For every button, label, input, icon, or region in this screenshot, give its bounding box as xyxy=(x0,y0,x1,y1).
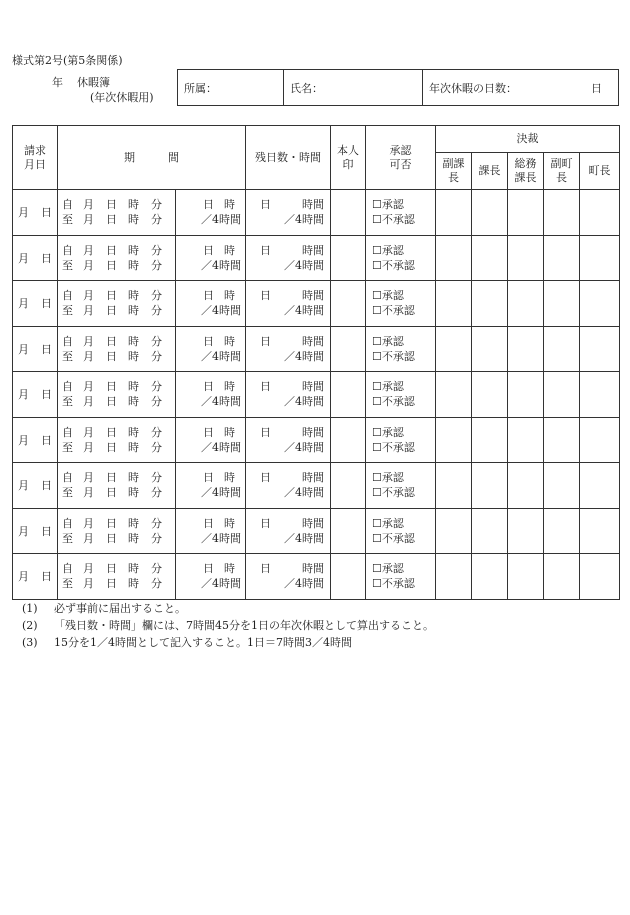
general-affairs-chief-seal-cell[interactable] xyxy=(508,463,544,509)
approval-cell xyxy=(366,235,436,281)
deputy-section-chief-seal-cell[interactable] xyxy=(436,554,472,600)
leave-row xyxy=(13,190,620,236)
header-request-date: 請求 月日 xyxy=(13,126,58,190)
leave-duration-cell[interactable]: 日 時 ／4時間 xyxy=(176,326,246,372)
period-to: 至 月 日 時 分 xyxy=(62,577,162,591)
period-cell[interactable] xyxy=(58,281,176,327)
period-cell[interactable] xyxy=(58,417,176,463)
remaining-cell[interactable]: 日 時間 ／4時間 xyxy=(246,508,331,554)
approval-cell xyxy=(366,554,436,600)
approval-cell xyxy=(366,417,436,463)
section-chief-seal-cell[interactable] xyxy=(472,190,508,236)
header-mayor: 町長 xyxy=(580,153,620,190)
section-chief-seal-cell[interactable] xyxy=(472,235,508,281)
deputy-mayor-seal-cell[interactable] xyxy=(544,508,580,554)
period-cell[interactable] xyxy=(58,372,176,418)
deputy-mayor-seal-cell[interactable] xyxy=(544,326,580,372)
approve-checkbox[interactable]: ☐承認 xyxy=(372,425,404,439)
note-3: (3) 15分を1／4時間として記入すること。1日＝7時間3／4時間 xyxy=(22,636,352,649)
approve-checkbox[interactable]: ☐承認 xyxy=(372,334,404,348)
header-info-box xyxy=(177,69,619,106)
period-to: 至 月 日 時 分 xyxy=(62,258,162,272)
deputy-section-chief-seal-cell[interactable] xyxy=(436,326,472,372)
disapprove-checkbox[interactable]: ☐不承認 xyxy=(372,349,415,363)
deputy-mayor-seal-cell[interactable] xyxy=(544,463,580,509)
disapprove-checkbox[interactable]: ☐不承認 xyxy=(372,395,415,409)
note-1: (1) 必ず事前に届出すること。 xyxy=(22,602,186,615)
disapprove-checkbox[interactable]: ☐不承認 xyxy=(372,486,415,500)
mayor-seal-cell[interactable] xyxy=(580,326,620,372)
deputy-section-chief-seal-cell[interactable] xyxy=(436,190,472,236)
seal-cell[interactable] xyxy=(331,372,366,418)
general-affairs-chief-seal-cell[interactable] xyxy=(508,554,544,600)
leave-duration-cell[interactable]: 日 時 ／4時間 xyxy=(176,508,246,554)
period-to: 至 月 日 時 分 xyxy=(62,395,162,409)
period-to: 至 月 日 時 分 xyxy=(62,304,162,318)
book-title: 休暇簿 xyxy=(77,76,110,89)
header-general-affairs-chief: 総務 課長 xyxy=(508,153,544,190)
approve-checkbox[interactable]: ☐承認 xyxy=(372,198,404,212)
period-cell[interactable] xyxy=(58,326,176,372)
remaining-cell[interactable]: 日 時間 ／4時間 xyxy=(246,326,331,372)
section-chief-seal-cell[interactable] xyxy=(472,508,508,554)
approval-cell xyxy=(366,190,436,236)
period-from: 自 月 日 時 分 xyxy=(62,198,162,212)
leave-row xyxy=(13,508,620,554)
period-cell[interactable] xyxy=(58,190,176,236)
period-cell[interactable] xyxy=(58,463,176,509)
leave-row xyxy=(13,326,620,372)
deputy-section-chief-seal-cell[interactable] xyxy=(436,463,472,509)
remaining-cell[interactable]: 日 時間 ／4時間 xyxy=(246,463,331,509)
year-label: 年 xyxy=(52,76,63,89)
leave-row xyxy=(13,235,620,281)
approval-cell xyxy=(366,463,436,509)
period-from: 自 月 日 時 分 xyxy=(62,334,162,348)
seal-cell[interactable] xyxy=(331,463,366,509)
mayor-seal-cell[interactable] xyxy=(580,417,620,463)
deputy-mayor-seal-cell[interactable] xyxy=(544,281,580,327)
remaining-cell[interactable]: 日 時間 ／4時間 xyxy=(246,190,331,236)
disapprove-checkbox[interactable]: ☐不承認 xyxy=(372,213,415,227)
annual-leave-days-field[interactable]: 年次休暇の日数： 日 xyxy=(429,81,602,95)
mayor-seal-cell[interactable] xyxy=(580,554,620,600)
form-subtitle: (年次休暇用) xyxy=(90,91,154,104)
approve-checkbox[interactable]: ☐承認 xyxy=(372,471,404,485)
header-seal: 本人 印 xyxy=(331,126,366,190)
general-affairs-chief-seal-cell[interactable] xyxy=(508,508,544,554)
period-to: 至 月 日 時 分 xyxy=(62,531,162,545)
section-chief-seal-cell[interactable] xyxy=(472,417,508,463)
name-field[interactable]: 氏名： xyxy=(284,70,423,105)
note-2: (2) 「残日数・時間」欄には、7時間45分を1日の年次休暇として算出すること。 xyxy=(22,619,434,632)
period-cell[interactable] xyxy=(58,554,176,600)
disapprove-checkbox[interactable]: ☐不承認 xyxy=(372,577,415,591)
period-to: 至 月 日 時 分 xyxy=(62,349,162,363)
section-chief-seal-cell[interactable] xyxy=(472,463,508,509)
leave-duration-cell[interactable]: 日 時 ／4時間 xyxy=(176,190,246,236)
leave-row xyxy=(13,281,620,327)
seal-cell[interactable] xyxy=(331,554,366,600)
header-decision: 決裁 xyxy=(436,126,620,153)
period-from: 自 月 日 時 分 xyxy=(62,516,162,530)
approval-cell xyxy=(366,372,436,418)
deputy-mayor-seal-cell[interactable] xyxy=(544,417,580,463)
approval-cell xyxy=(366,281,436,327)
approve-checkbox[interactable]: ☐承認 xyxy=(372,289,404,303)
mayor-seal-cell[interactable] xyxy=(580,463,620,509)
mayor-seal-cell[interactable] xyxy=(580,372,620,418)
request-date-cell[interactable]: 月 日 xyxy=(13,508,58,554)
period-from: 自 月 日 時 分 xyxy=(62,562,162,576)
header-remaining: 残日数・時間 xyxy=(246,126,331,190)
header-deputy-section-chief: 副課 長 xyxy=(436,153,472,190)
form-number: 様式第2号(第5条関係) xyxy=(12,54,123,67)
section-chief-seal-cell[interactable] xyxy=(472,554,508,600)
period-from: 自 月 日 時 分 xyxy=(62,243,162,257)
header-deputy-mayor: 副町 長 xyxy=(544,153,580,190)
leave-row xyxy=(13,417,620,463)
request-date-cell[interactable]: 月 日 xyxy=(13,326,58,372)
general-affairs-chief-seal-cell[interactable] xyxy=(508,417,544,463)
leave-duration-cell[interactable]: 日 時 ／4時間 xyxy=(176,463,246,509)
request-date-cell[interactable]: 月 日 xyxy=(13,281,58,327)
disapprove-checkbox[interactable]: ☐不承認 xyxy=(372,440,415,454)
remaining-cell[interactable]: 日 時間 ／4時間 xyxy=(246,281,331,327)
general-affairs-chief-seal-cell[interactable] xyxy=(508,326,544,372)
remaining-cell[interactable]: 日 時間 ／4時間 xyxy=(246,235,331,281)
request-date-cell[interactable]: 月 日 xyxy=(13,235,58,281)
deputy-section-chief-seal-cell[interactable] xyxy=(436,372,472,418)
seal-cell[interactable] xyxy=(331,281,366,327)
general-affairs-chief-seal-cell[interactable] xyxy=(508,235,544,281)
header-period: 期 間 xyxy=(58,126,246,190)
period-cell[interactable] xyxy=(58,235,176,281)
period-from: 自 月 日 時 分 xyxy=(62,380,162,394)
period-from: 自 月 日 時 分 xyxy=(62,289,162,303)
seal-cell[interactable] xyxy=(331,326,366,372)
approve-checkbox[interactable]: ☐承認 xyxy=(372,243,404,257)
approval-cell xyxy=(366,508,436,554)
notes xyxy=(22,600,434,651)
disapprove-checkbox[interactable]: ☐不承認 xyxy=(372,531,415,545)
deputy-section-chief-seal-cell[interactable] xyxy=(436,417,472,463)
deputy-mayor-seal-cell[interactable] xyxy=(544,190,580,236)
approve-checkbox[interactable]: ☐承認 xyxy=(372,380,404,394)
request-date-cell[interactable]: 月 日 xyxy=(13,554,58,600)
header-section-chief: 課長 xyxy=(472,153,508,190)
disapprove-checkbox[interactable]: ☐不承認 xyxy=(372,304,415,318)
form-title xyxy=(52,74,110,90)
approval-cell xyxy=(366,326,436,372)
seal-cell[interactable] xyxy=(331,417,366,463)
leave-row xyxy=(13,554,620,600)
mayor-seal-cell[interactable] xyxy=(580,235,620,281)
deputy-section-chief-seal-cell[interactable] xyxy=(436,508,472,554)
general-affairs-chief-seal-cell[interactable] xyxy=(508,372,544,418)
leave-duration-cell[interactable]: 日 時 ／4時間 xyxy=(176,417,246,463)
leave-duration-cell[interactable]: 日 時 ／4時間 xyxy=(176,281,246,327)
leave-row xyxy=(13,372,620,418)
approve-checkbox[interactable]: ☐承認 xyxy=(372,516,404,530)
mayor-seal-cell[interactable] xyxy=(580,190,620,236)
leave-duration-cell[interactable]: 日 時 ／4時間 xyxy=(176,372,246,418)
request-date-cell[interactable]: 月 日 xyxy=(13,372,58,418)
leave-table xyxy=(12,125,620,600)
request-date-cell[interactable]: 月 日 xyxy=(13,190,58,236)
mayor-seal-cell[interactable] xyxy=(580,508,620,554)
approve-checkbox[interactable]: ☐承認 xyxy=(372,562,404,576)
period-from: 自 月 日 時 分 xyxy=(62,471,162,485)
deputy-mayor-seal-cell[interactable] xyxy=(544,235,580,281)
leave-duration-cell[interactable]: 日 時 ／4時間 xyxy=(176,235,246,281)
period-cell[interactable] xyxy=(58,508,176,554)
seal-cell[interactable] xyxy=(331,508,366,554)
disapprove-checkbox[interactable]: ☐不承認 xyxy=(372,258,415,272)
deputy-mayor-seal-cell[interactable] xyxy=(544,554,580,600)
general-affairs-chief-seal-cell[interactable] xyxy=(508,281,544,327)
seal-cell[interactable] xyxy=(331,190,366,236)
header-approval: 承認 可否 xyxy=(366,126,436,190)
leave-duration-cell[interactable]: 日 時 ／4時間 xyxy=(176,554,246,600)
deputy-mayor-seal-cell[interactable] xyxy=(544,372,580,418)
period-to: 至 月 日 時 分 xyxy=(62,213,162,227)
request-date-cell[interactable]: 月 日 xyxy=(13,463,58,509)
period-to: 至 月 日 時 分 xyxy=(62,486,162,500)
remaining-cell[interactable]: 日 時間 ／4時間 xyxy=(246,417,331,463)
affiliation-field[interactable]: 所属： xyxy=(178,70,284,105)
deputy-section-chief-seal-cell[interactable] xyxy=(436,281,472,327)
section-chief-seal-cell[interactable] xyxy=(472,281,508,327)
section-chief-seal-cell[interactable] xyxy=(472,326,508,372)
period-from: 自 月 日 時 分 xyxy=(62,425,162,439)
general-affairs-chief-seal-cell[interactable] xyxy=(508,190,544,236)
request-date-cell[interactable]: 月 日 xyxy=(13,417,58,463)
remaining-cell[interactable]: 日 時間 ／4時間 xyxy=(246,554,331,600)
section-chief-seal-cell[interactable] xyxy=(472,372,508,418)
leave-row xyxy=(13,463,620,509)
mayor-seal-cell[interactable] xyxy=(580,281,620,327)
deputy-section-chief-seal-cell[interactable] xyxy=(436,235,472,281)
seal-cell[interactable] xyxy=(331,235,366,281)
period-to: 至 月 日 時 分 xyxy=(62,440,162,454)
remaining-cell[interactable]: 日 時間 ／4時間 xyxy=(246,372,331,418)
